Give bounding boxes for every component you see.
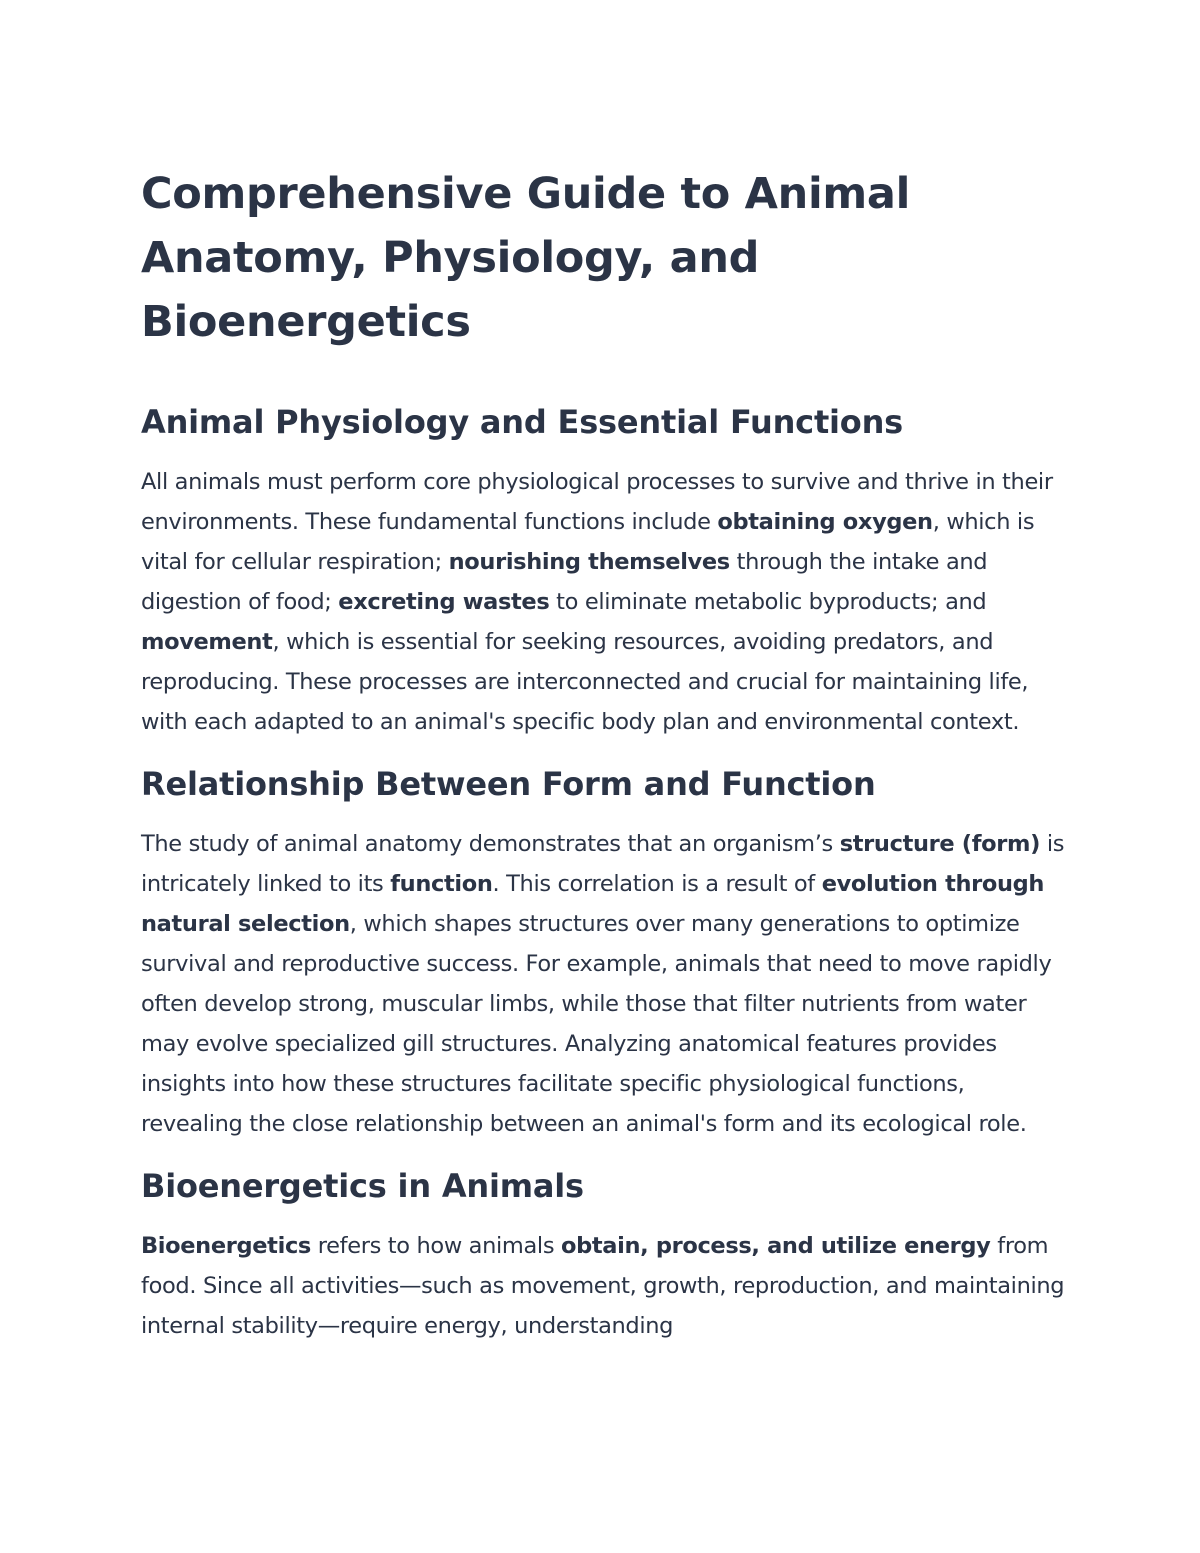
paragraph-bold-term: movement [141, 629, 273, 655]
paragraph-bold-term: Bioenergetics [141, 1233, 311, 1259]
paragraph-text: through the intake and digestion of food; [141, 549, 988, 615]
paragraph-text: is intricately linked to its [141, 831, 1065, 897]
paragraph-text: The study of animal anatomy demonstrates that an organism’s [141, 831, 840, 857]
section-heading-bioenergetics: Bioenergetics in Animals [141, 1167, 584, 1205]
section-paragraph-physiology [141, 462, 1066, 742]
section-paragraph-bioenergetics [141, 1226, 1066, 1346]
document-title-line-1: Comprehensive Guide to Animal [141, 169, 911, 219]
document-title [141, 162, 1066, 354]
paragraph-bold-term: function [390, 871, 493, 897]
paragraph-text: , which shapes structures over many generations to optimize survival and reproductive success. For example, animals that need to move rapidly often develop strong, muscular limbs, while those that filter nutrients from water may evolve specialized gill structures. Analyzing anatomical features provides insights into how these structures facilitate specific physiological functions, revealing the close relationship between an animal's form and its ecological role. [141, 911, 1052, 1137]
paragraph-text: All animals must perform core physiological processes to survive and thrive in their environments. These fundamental functions include [141, 469, 1053, 535]
paragraph-text: , which is vital for cellular respiration; [141, 509, 1035, 575]
section-heading-physiology: Animal Physiology and Essential Functions [141, 403, 904, 441]
section-paragraph-form-function [141, 824, 1066, 1144]
paragraph-text: . This correlation is a result of [492, 871, 822, 897]
paragraph-text: , which is essential for seeking resources, avoiding predators, and reproducing. These processes are interconnected and crucial for maintaining life, with each adapted to an animal's specific body plan and environmental context. [141, 629, 1029, 735]
document-page [141, 162, 1066, 1346]
paragraph-text: refers to how animals [310, 1233, 562, 1259]
document-title-line-2: Anatomy, Physiology, and Bioenergetics [141, 233, 760, 347]
paragraph-text: to eliminate metabolic byproducts; and [549, 589, 987, 615]
paragraph-bold-term: structure (form) [839, 831, 1041, 857]
paragraph-bold-term: evolution through natural selection [141, 871, 1045, 937]
paragraph-bold-term: obtain, process, and utilize energy [561, 1233, 991, 1259]
paragraph-bold-term: nourishing themselves [448, 549, 730, 575]
paragraph-text: from food. Since all activities—such as movement, growth, reproduction, and maintaining internal stability—require energy, understanding [141, 1233, 1065, 1339]
section-heading-form-function: Relationship Between Form and Function [141, 765, 876, 803]
paragraph-bold-term: excreting wastes [338, 589, 550, 615]
paragraph-bold-term: obtaining oxygen [717, 509, 933, 535]
